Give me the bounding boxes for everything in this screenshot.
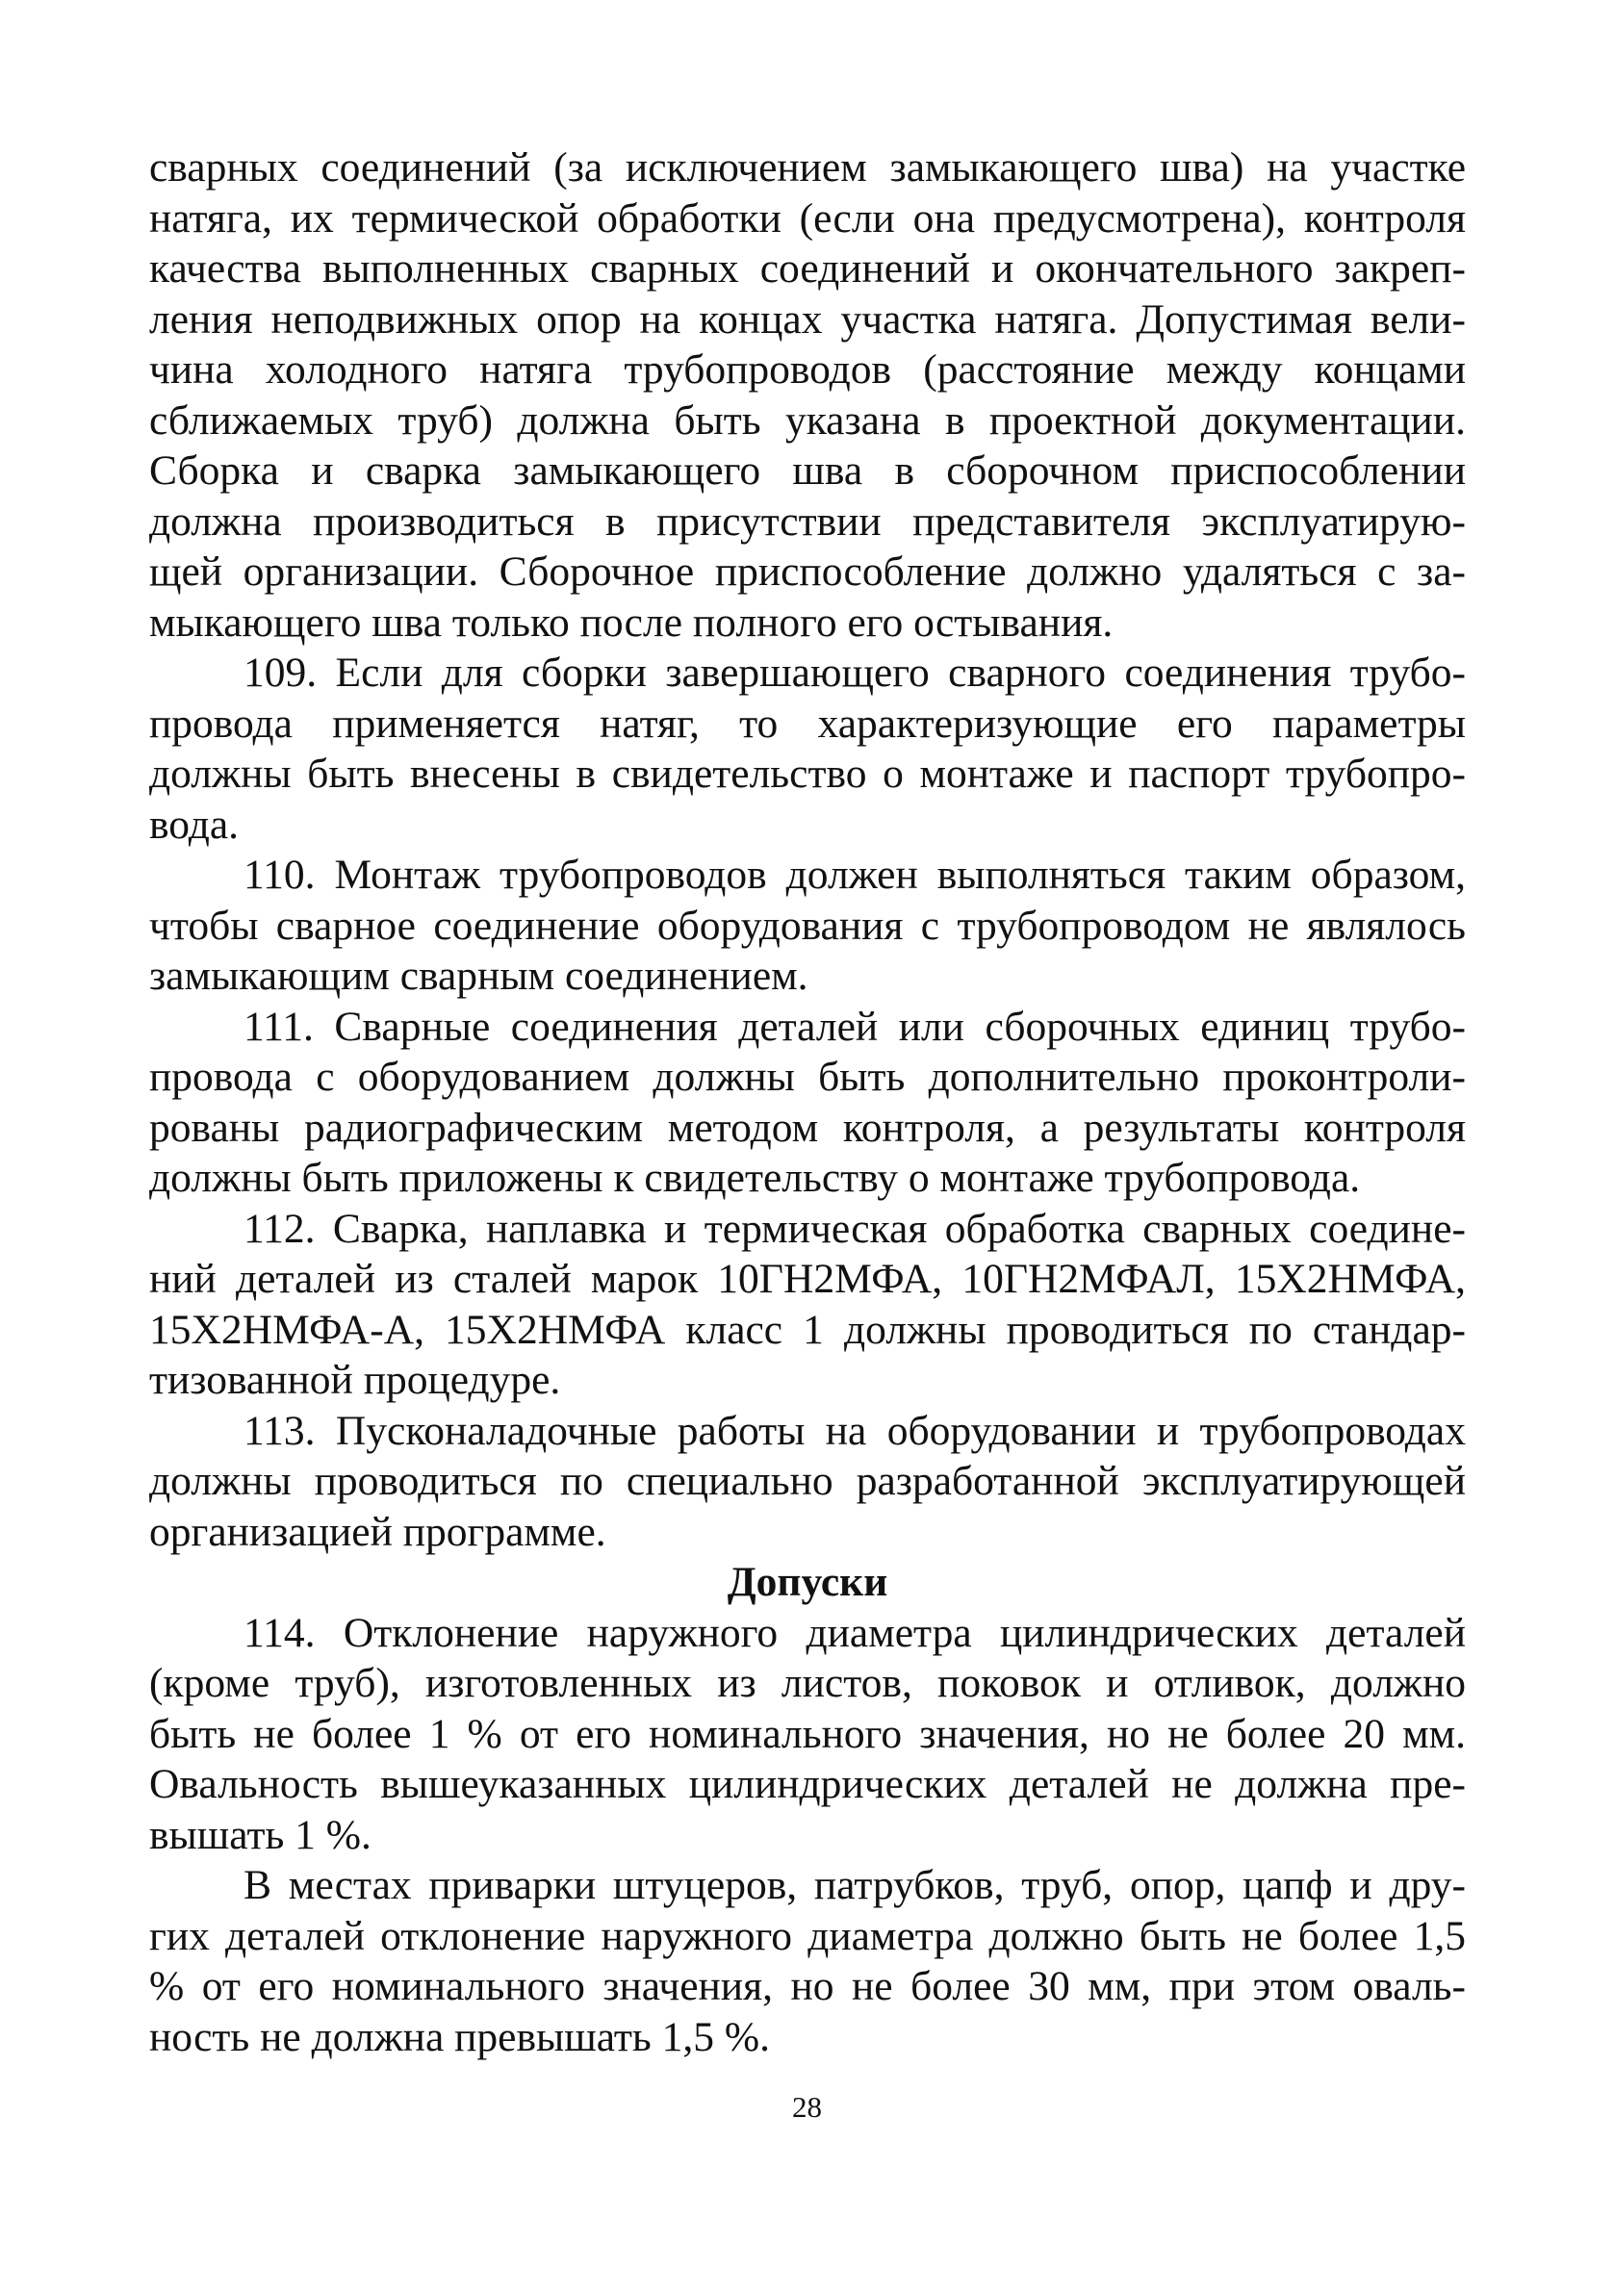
text-line: быть не более 1 % от его номинального значения, но не более 20 мм. xyxy=(149,1710,1466,1757)
paragraph-114-start: 114. Отклонение наружного диаметра цилиндрических деталей xyxy=(243,1609,1466,1656)
text-line: сварных соединений (за исключением замыкающего шва) на участке xyxy=(149,144,1466,191)
paragraph-110-start: 110. Монтаж трубопроводов должен выполняться таким образом, xyxy=(243,852,1466,898)
paragraph-113-start: 113. Пусконаладочные работы на оборудовании и трубопроводах xyxy=(243,1407,1466,1454)
text-line: должны быть внесены в свидетельство о монтаже и паспорт трубопро- xyxy=(149,751,1466,797)
text-line: рованы радиографическим методом контроля, а результаты контроля xyxy=(149,1104,1466,1151)
section-heading: Допуски xyxy=(727,1559,888,1605)
text-line: чтобы сварное соединение оборудования с трубопроводом не являлось xyxy=(149,902,1466,949)
body-text xyxy=(149,142,1466,2062)
text-line: должны быть приложены к свидетельству о монтаже трубопровода. xyxy=(149,1155,1361,1201)
paragraph-111-start: 111. Сварные соединения деталей или сборочных единиц трубо- xyxy=(243,1003,1466,1050)
text-line: должны проводиться по специально разработанной эксплуатирующей xyxy=(149,1458,1466,1504)
paragraph-109-start: 109. Если для сборки завершающего сварного соединения трубо- xyxy=(243,650,1466,696)
paragraph-start: В местах приварки штуцеров, патрубков, труб, опор, цапф и дру- xyxy=(243,1862,1466,1908)
text-line: (кроме труб), изготовленных из листов, поковок и отливок, должно xyxy=(149,1660,1466,1706)
text-line: тизованной процедуре. xyxy=(149,1357,561,1403)
text-line: качества выполненных сварных соединений и окончательного закреп- xyxy=(149,245,1466,292)
text-line: Овальность вышеуказанных цилиндрических деталей не должна пре- xyxy=(149,1761,1466,1807)
text-line: организацией программе. xyxy=(149,1508,606,1555)
text-line: ность не должна превышать 1,5 %. xyxy=(149,2013,771,2060)
text-line: сближаемых труб) должна быть указана в проектной документации. xyxy=(149,396,1466,444)
text-line: Сборка и сварка замыкающего шва в сборочном приспособлении xyxy=(149,447,1466,494)
text-line: % от его номинального значения, но не более 30 мм, при этом оваль- xyxy=(149,1963,1466,2009)
text-line: 15Х2НМФА-А, 15Х2НМФА класс 1 должны проводиться по стандар- xyxy=(149,1306,1466,1353)
text-line: чина холодного натяга трубопроводов (расстояние между концами xyxy=(149,346,1466,393)
text-line: провода применяется натяг, то характеризующие его параметры xyxy=(149,700,1466,747)
text-line: щей организации. Сборочное приспособление должно удаляться с за- xyxy=(149,548,1466,595)
text-line: мыкающего шва только после полного его остывания. xyxy=(149,599,1114,646)
page-number: 28 xyxy=(792,2090,822,2124)
paragraph-112-start: 112. Сварка, наплавка и термическая обработка сварных соедине- xyxy=(243,1205,1466,1252)
text-line: ления неподвижных опор на концах участка натяга. Допустимая вели- xyxy=(149,295,1466,343)
text-line: гих деталей отклонение наружного диаметра должно быть не более 1,5 xyxy=(149,1912,1466,1959)
text-line: ний деталей из сталей марок 10ГН2МФА, 10ГН2МФАЛ, 15Х2НМФА, xyxy=(149,1256,1466,1302)
text-line: натяга, их термической обработки (если она предусмотрена), контроля xyxy=(149,194,1466,242)
text-line: провода с оборудованием должны быть дополнительно проконтроли- xyxy=(149,1054,1466,1100)
text-line: должна производиться в присутствии представителя эксплуатирую- xyxy=(149,497,1466,545)
text-line: вода. xyxy=(149,801,240,848)
text-line: замыкающим сварным соединением. xyxy=(149,953,808,999)
text-line: вышать 1 %. xyxy=(149,1811,371,1858)
